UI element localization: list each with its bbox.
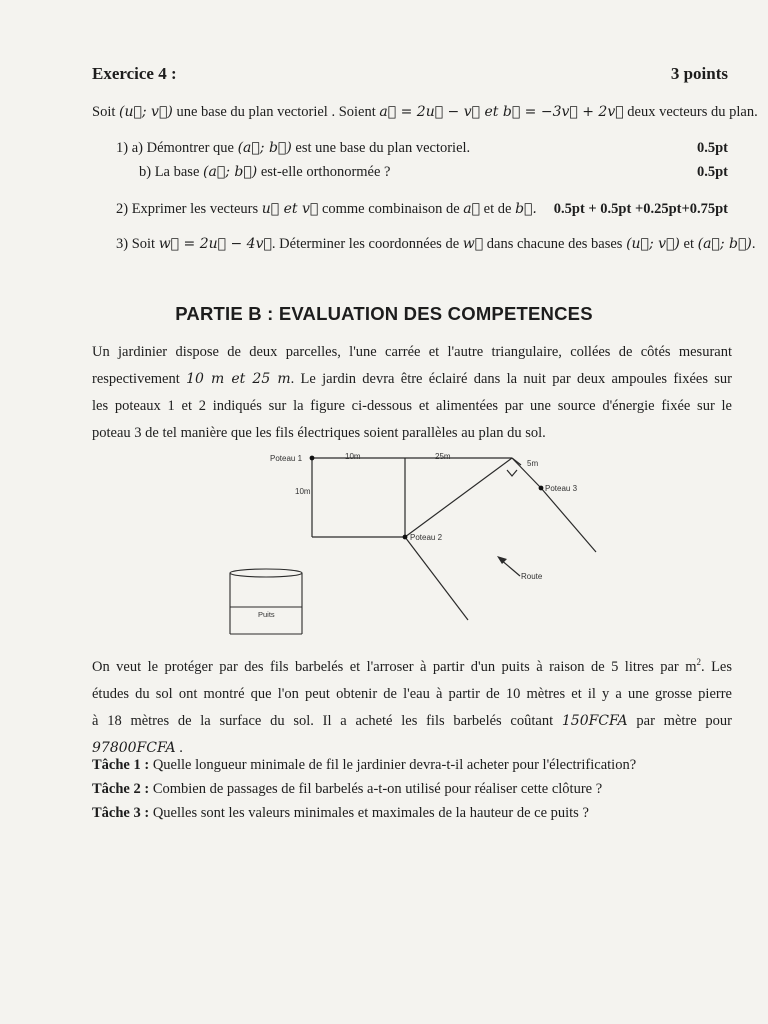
para1-line-2-text-a: respectivement (92, 371, 187, 387)
question-1b (139, 164, 390, 181)
label-dim-25m: 25m (435, 452, 451, 461)
question-2 (116, 201, 537, 218)
q1b-math: (a⃗; b⃗) (203, 164, 258, 180)
label-dim-10m-top: 10m (345, 452, 361, 461)
q1a-text-2: est une base du plan vectoriel. (291, 140, 471, 156)
q3-math-2: w⃗ (462, 236, 484, 252)
task-2-text: Combien de passages de fil barbelés a-t-on utilisé pour réaliser cette clôture ? (149, 781, 603, 797)
task-3-label: Tâche 3 : (92, 805, 150, 821)
task-item (92, 801, 636, 825)
q3-text-5: . (751, 236, 756, 252)
label-poteau-3: Poteau 3 (545, 484, 578, 493)
poteau1-dot (310, 456, 315, 461)
q3-math-4: (a⃗; b⃗) (697, 236, 752, 252)
q1a-points: 0.5pt (696, 140, 728, 156)
part-b-title: PARTIE B : EVALUATION DES COMPETENCES (175, 303, 593, 324)
q2-text-3: et de (480, 201, 516, 217)
question-3 (116, 236, 755, 253)
q1a-math: (a⃗; b⃗) (237, 140, 292, 156)
task-item (92, 753, 636, 777)
label-dim-5m: 5m (527, 459, 539, 468)
q3-text-4: et (679, 236, 698, 252)
q3-math-1: w⃗ = 2u⃗ − 4v⃗ (158, 236, 272, 252)
road-arrow-head (497, 556, 507, 564)
q2-math-3: b⃗. (515, 201, 537, 217)
exercise-title: Exercice 4 : (92, 64, 177, 83)
well-drawing (230, 569, 302, 634)
para2-line-3-text: à 18 mètres de la surface du sol. Il a acheté les fils barbelés coûtant (92, 712, 562, 729)
label-poteau-2: Poteau 2 (410, 533, 443, 542)
para1-line-4: poteau 3 de tel manière que les fils électriques soient parallèles au plan du sol. (92, 425, 546, 441)
small-tick-line (512, 458, 521, 465)
task-3-text: Quelles sont les valeurs minimales et maximales de la hauteur de ce puits ? (149, 805, 589, 821)
para2-line-1-text: On veut le protéger par des fils barbelés et l'arroser à partir d'un puits à raison de 5 litres par m (92, 658, 697, 675)
q3-text-3: dans chacune des bases (483, 236, 627, 252)
para1-line-2-math: 10 m et 25 m (186, 371, 291, 387)
road-line-right (541, 488, 596, 552)
garden-figure (0, 440, 768, 645)
para2-line-3 (92, 708, 732, 735)
para2-line-1 (92, 649, 732, 681)
intro-text-3: deux vecteurs du plan. (623, 104, 758, 120)
road-line-lower (405, 537, 468, 620)
q1b-text-1: b) La base (139, 164, 204, 180)
well-top-ellipse (230, 569, 302, 577)
para1-line-2 (92, 366, 732, 393)
q2-text-2: comme combinaison de (318, 201, 464, 217)
q2-math-2: a⃗ (463, 201, 481, 217)
intro-text-1: Soit (92, 104, 119, 120)
q2-math-1: u⃗ et v⃗ (261, 201, 319, 217)
right-angle-mark (507, 470, 517, 476)
exercise-header (92, 64, 728, 86)
label-poteau-1: Poteau 1 (270, 454, 303, 463)
part-b-paragraph-2 (92, 649, 732, 762)
para1-line-1: Un jardinier dispose de deux parcelles, l'une carrée et l'autre triangulaire, collées de côtés mesurant (92, 344, 732, 360)
para2-superscript: 2 (696, 657, 701, 667)
q2-text-1: 2) Exprimer les vecteurs (116, 201, 262, 217)
task-2-label: Tâche 2 : (92, 781, 150, 797)
para2-line-3-math: 150FCFA (561, 712, 628, 729)
hypotenuse-line (405, 458, 512, 537)
task-1-label: Tâche 1 : (92, 757, 150, 773)
q1b-text-2: est-elle orthonormée ? (257, 164, 391, 180)
part-b-paragraph-1 (92, 339, 732, 447)
task-item (92, 777, 636, 801)
para1-line-2-text-b: . Le jardin devra être éclairé dans la nuit par deux ampoules fixées sur (290, 371, 732, 387)
para1-line-3: les poteaux 1 et 2 indiqués sur la figure ci-dessous et alimentées par une source d'énergie fixée sur le (92, 398, 732, 414)
label-route: Route (521, 572, 543, 581)
exercise-intro (92, 104, 758, 121)
para2-line-3-end: par mètre pour (627, 712, 732, 729)
para2-line-4-end: . (175, 739, 183, 756)
label-puits: Puits (258, 610, 275, 619)
para2-line-4-math: 97800FCFA (92, 739, 176, 756)
task-1-text: Quelle longueur minimale de fil le jardinier devra-t-il acheter pour l'électrification? (149, 757, 637, 773)
q2-points: 0.5pt + 0.5pt +0.25pt+0.75pt (553, 201, 728, 217)
para2-line-1-end: . Les (701, 658, 733, 675)
q1b-points: 0.5pt (696, 164, 728, 180)
q3-text-1: 3) Soit (116, 236, 159, 252)
intro-math-vectors: a⃗ = 2u⃗ − v⃗ et b⃗ = −3v⃗ + 2v⃗ (379, 104, 624, 120)
intro-text-2: une base du plan vectoriel . Soient (172, 104, 380, 120)
q1a-text-1: 1) a) Démontrer que (116, 140, 238, 156)
task-list (92, 753, 636, 825)
q3-text-2: . Déterminer les coordonnées de (271, 236, 463, 252)
question-1a (116, 140, 470, 157)
label-dim-10m-left: 10m (295, 487, 311, 496)
exercise-points: 3 points (670, 64, 728, 83)
q3-math-3: (u⃗; v⃗) (626, 236, 680, 252)
poteau2-dot (403, 535, 408, 540)
poteau3-dot (539, 486, 544, 491)
para2-line-2: études du sol ont montré que l'on peut obtenir de l'eau à partir de 10 mètres et il y a une grosse pierre (92, 685, 732, 702)
intro-math-basis: (u⃗; v⃗) (119, 104, 173, 120)
